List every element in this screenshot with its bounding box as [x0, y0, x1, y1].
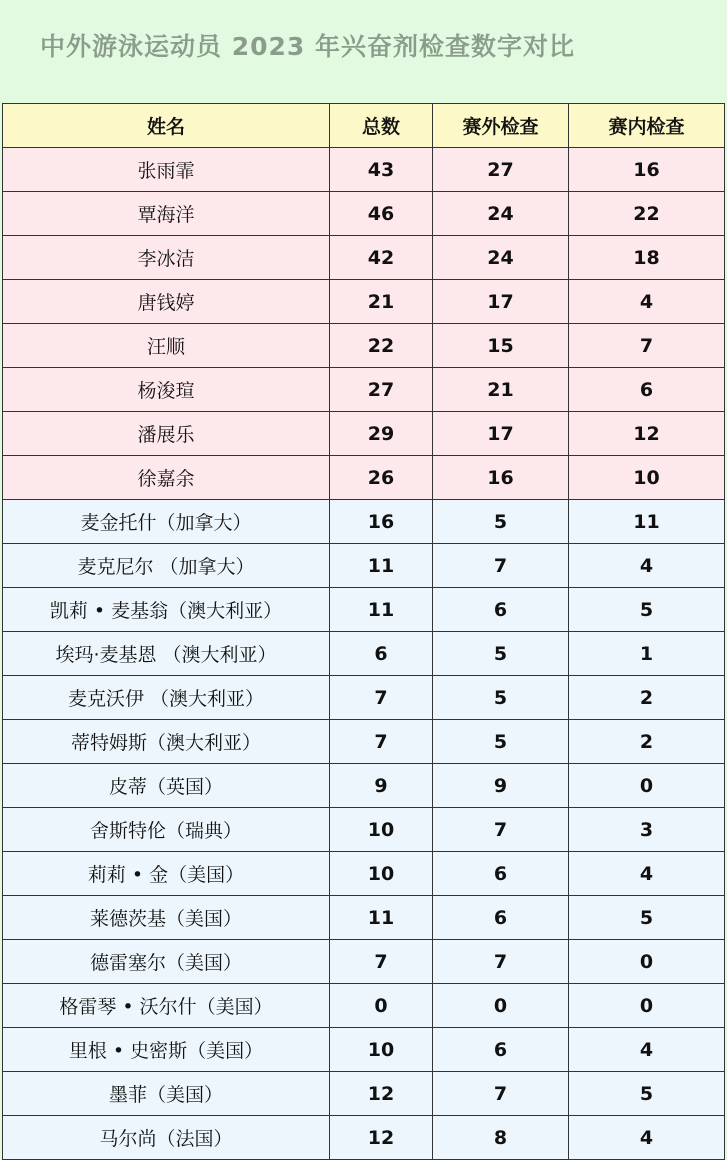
table-row: [3, 852, 725, 896]
total-cell: 6: [330, 632, 433, 676]
athlete-name-cell: 潘展乐: [3, 412, 330, 456]
total-cell: 42: [330, 236, 433, 280]
out-of-competition-cell: 6: [433, 852, 569, 896]
in-competition-cell: 7: [569, 324, 725, 368]
total-cell: 7: [330, 676, 433, 720]
out-of-competition-cell: 17: [433, 280, 569, 324]
out-of-competition-cell: 6: [433, 1028, 569, 1072]
total-cell: 9: [330, 764, 433, 808]
athlete-name-cell: 莉莉 • 金（美国）: [3, 852, 330, 896]
table-row: [3, 984, 725, 1028]
total-cell: 0: [330, 984, 433, 1028]
in-competition-cell: 4: [569, 280, 725, 324]
header-out-of-competition: 赛外检查: [433, 104, 569, 148]
total-cell: 11: [330, 896, 433, 940]
out-of-competition-cell: 7: [433, 544, 569, 588]
out-of-competition-cell: 5: [433, 500, 569, 544]
table-row: [3, 1072, 725, 1116]
in-competition-cell: 4: [569, 1028, 725, 1072]
total-cell: 11: [330, 588, 433, 632]
in-competition-cell: 1: [569, 632, 725, 676]
athlete-name-cell: 舍斯特伦（瑞典）: [3, 808, 330, 852]
total-cell: 12: [330, 1116, 433, 1160]
athlete-name-cell: 杨浚瑄: [3, 368, 330, 412]
in-competition-cell: 5: [569, 1072, 725, 1116]
in-competition-cell: 10: [569, 456, 725, 500]
total-cell: 26: [330, 456, 433, 500]
out-of-competition-cell: 27: [433, 148, 569, 192]
total-cell: 7: [330, 940, 433, 984]
out-of-competition-cell: 7: [433, 940, 569, 984]
total-cell: 16: [330, 500, 433, 544]
table-row: [3, 412, 725, 456]
out-of-competition-cell: 7: [433, 808, 569, 852]
in-competition-cell: 6: [569, 368, 725, 412]
table-header-row: [3, 104, 725, 148]
out-of-competition-cell: 15: [433, 324, 569, 368]
out-of-competition-cell: 0: [433, 984, 569, 1028]
total-cell: 10: [330, 808, 433, 852]
header-name: 姓名: [3, 104, 330, 148]
athlete-name-cell: 张雨霏: [3, 148, 330, 192]
table-row: [3, 676, 725, 720]
table-row: [3, 148, 725, 192]
header-total: 总数: [330, 104, 433, 148]
table-row: [3, 720, 725, 764]
total-cell: 11: [330, 544, 433, 588]
out-of-competition-cell: 24: [433, 236, 569, 280]
athlete-name-cell: 李冰洁: [3, 236, 330, 280]
page-title: 中外游泳运动员 2023 年兴奋剂检查数字对比: [40, 32, 575, 61]
in-competition-cell: 5: [569, 896, 725, 940]
athlete-name-cell: 埃玛·麦基恩 （澳大利亚）: [3, 632, 330, 676]
out-of-competition-cell: 6: [433, 896, 569, 940]
athlete-name-cell: 凯莉 • 麦基翁（澳大利亚）: [3, 588, 330, 632]
table-row: [3, 896, 725, 940]
doping-test-table: [2, 103, 725, 1160]
athlete-name-cell: 麦金托什（加拿大）: [3, 500, 330, 544]
table-row: [3, 280, 725, 324]
in-competition-cell: 16: [569, 148, 725, 192]
table-row: [3, 368, 725, 412]
out-of-competition-cell: 5: [433, 632, 569, 676]
total-cell: 43: [330, 148, 433, 192]
in-competition-cell: 18: [569, 236, 725, 280]
total-cell: 22: [330, 324, 433, 368]
total-cell: 21: [330, 280, 433, 324]
athlete-name-cell: 墨菲（美国）: [3, 1072, 330, 1116]
table-row: [3, 236, 725, 280]
in-competition-cell: 4: [569, 852, 725, 896]
header-banner: [0, 0, 727, 102]
out-of-competition-cell: 9: [433, 764, 569, 808]
in-competition-cell: 2: [569, 720, 725, 764]
out-of-competition-cell: 6: [433, 588, 569, 632]
in-competition-cell: 2: [569, 676, 725, 720]
athlete-name-cell: 覃海洋: [3, 192, 330, 236]
table-body: [3, 148, 725, 1160]
athlete-name-cell: 徐嘉余: [3, 456, 330, 500]
out-of-competition-cell: 5: [433, 720, 569, 764]
in-competition-cell: 3: [569, 808, 725, 852]
athlete-name-cell: 里根 • 史密斯（美国）: [3, 1028, 330, 1072]
table-row: [3, 324, 725, 368]
athlete-name-cell: 莱德茨基（美国）: [3, 896, 330, 940]
total-cell: 46: [330, 192, 433, 236]
total-cell: 10: [330, 852, 433, 896]
total-cell: 12: [330, 1072, 433, 1116]
out-of-competition-cell: 24: [433, 192, 569, 236]
table-row: [3, 632, 725, 676]
table-row: [3, 588, 725, 632]
total-cell: 29: [330, 412, 433, 456]
athlete-name-cell: 麦克尼尔 （加拿大）: [3, 544, 330, 588]
table-row: [3, 808, 725, 852]
athlete-name-cell: 皮蒂（英国）: [3, 764, 330, 808]
out-of-competition-cell: 7: [433, 1072, 569, 1116]
total-cell: 27: [330, 368, 433, 412]
table-row: [3, 544, 725, 588]
out-of-competition-cell: 16: [433, 456, 569, 500]
table-row: [3, 940, 725, 984]
in-competition-cell: 11: [569, 500, 725, 544]
athlete-name-cell: 格雷琴 • 沃尔什（美国）: [3, 984, 330, 1028]
out-of-competition-cell: 17: [433, 412, 569, 456]
table-row: [3, 456, 725, 500]
in-competition-cell: 0: [569, 940, 725, 984]
in-competition-cell: 5: [569, 588, 725, 632]
athlete-name-cell: 马尔尚（法国）: [3, 1116, 330, 1160]
out-of-competition-cell: 21: [433, 368, 569, 412]
table-row: [3, 764, 725, 808]
in-competition-cell: 4: [569, 544, 725, 588]
in-competition-cell: 0: [569, 984, 725, 1028]
in-competition-cell: 0: [569, 764, 725, 808]
header-in-competition: 赛内检查: [569, 104, 725, 148]
athlete-name-cell: 德雷塞尔（美国）: [3, 940, 330, 984]
athlete-name-cell: 汪顺: [3, 324, 330, 368]
in-competition-cell: 4: [569, 1116, 725, 1160]
in-competition-cell: 12: [569, 412, 725, 456]
table-row: [3, 192, 725, 236]
total-cell: 10: [330, 1028, 433, 1072]
total-cell: 7: [330, 720, 433, 764]
in-competition-cell: 22: [569, 192, 725, 236]
out-of-competition-cell: 8: [433, 1116, 569, 1160]
athlete-name-cell: 麦克沃伊 （澳大利亚）: [3, 676, 330, 720]
out-of-competition-cell: 5: [433, 676, 569, 720]
athlete-name-cell: 蒂特姆斯（澳大利亚）: [3, 720, 330, 764]
table-row: [3, 500, 725, 544]
athlete-name-cell: 唐钱婷: [3, 280, 330, 324]
table-row: [3, 1028, 725, 1072]
